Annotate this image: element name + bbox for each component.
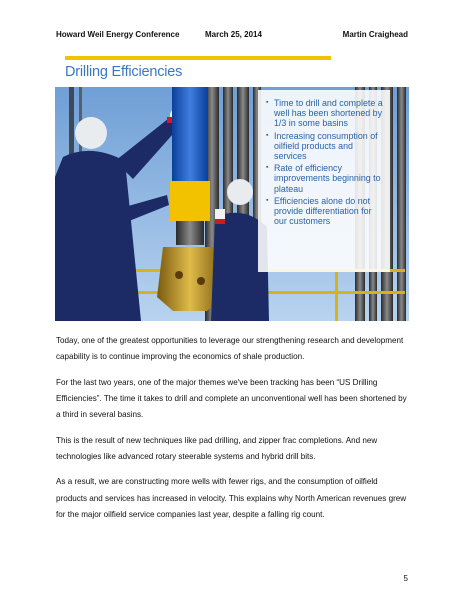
header-conference: Howard Weil Energy Conference bbox=[56, 30, 180, 39]
slide-bullet: ▪ Rate of efficiency improvements beginning to plateau bbox=[266, 163, 384, 194]
paragraph: As a result, we are constructing more wells with fewer rigs, and the consumption of oilfield products and services has increased in velocity. This explains why North American revenues grew for the major oilfield service companies last year, despite a falling rig count. bbox=[56, 477, 407, 520]
slide-bullet-list bbox=[266, 98, 384, 226]
paragraph: This is the result of new techniques like pad drilling, and zipper frac completions. And new technologies like advanced rotary steerable systems and hybrid drill bits. bbox=[56, 435, 378, 462]
slide-accent-bar bbox=[65, 56, 331, 60]
slide-bullet: ▪ Efficiencies alone do not provide differentiation for our customers bbox=[266, 196, 384, 227]
body-text bbox=[56, 333, 408, 532]
header-speaker: Martin Craighead bbox=[342, 30, 408, 39]
header-date: March 25, 2014 bbox=[205, 30, 262, 39]
slide-image bbox=[55, 53, 409, 321]
paragraph: Today, one of the greatest opportunities to leverage our strengthening research and development capability is to continue improving the economics of shale production. bbox=[56, 336, 404, 362]
slide-title: Drilling Efficiencies bbox=[65, 64, 183, 80]
page-number: 5 bbox=[403, 574, 408, 583]
slide-bullet: ▪ Increasing consumption of oilfield products and services bbox=[266, 131, 384, 162]
slide-bullet: ▪ Time to drill and complete a well has been shortened by 1/3 in some basins bbox=[266, 98, 384, 129]
slide-bullet-box bbox=[258, 90, 390, 272]
paragraph: For the last two years, one of the major themes we've been tracking has been “US Drilling Efficiencies”. The time it takes to drill and complete an unconventional well has been shortened by a third in several basins. bbox=[56, 377, 407, 420]
